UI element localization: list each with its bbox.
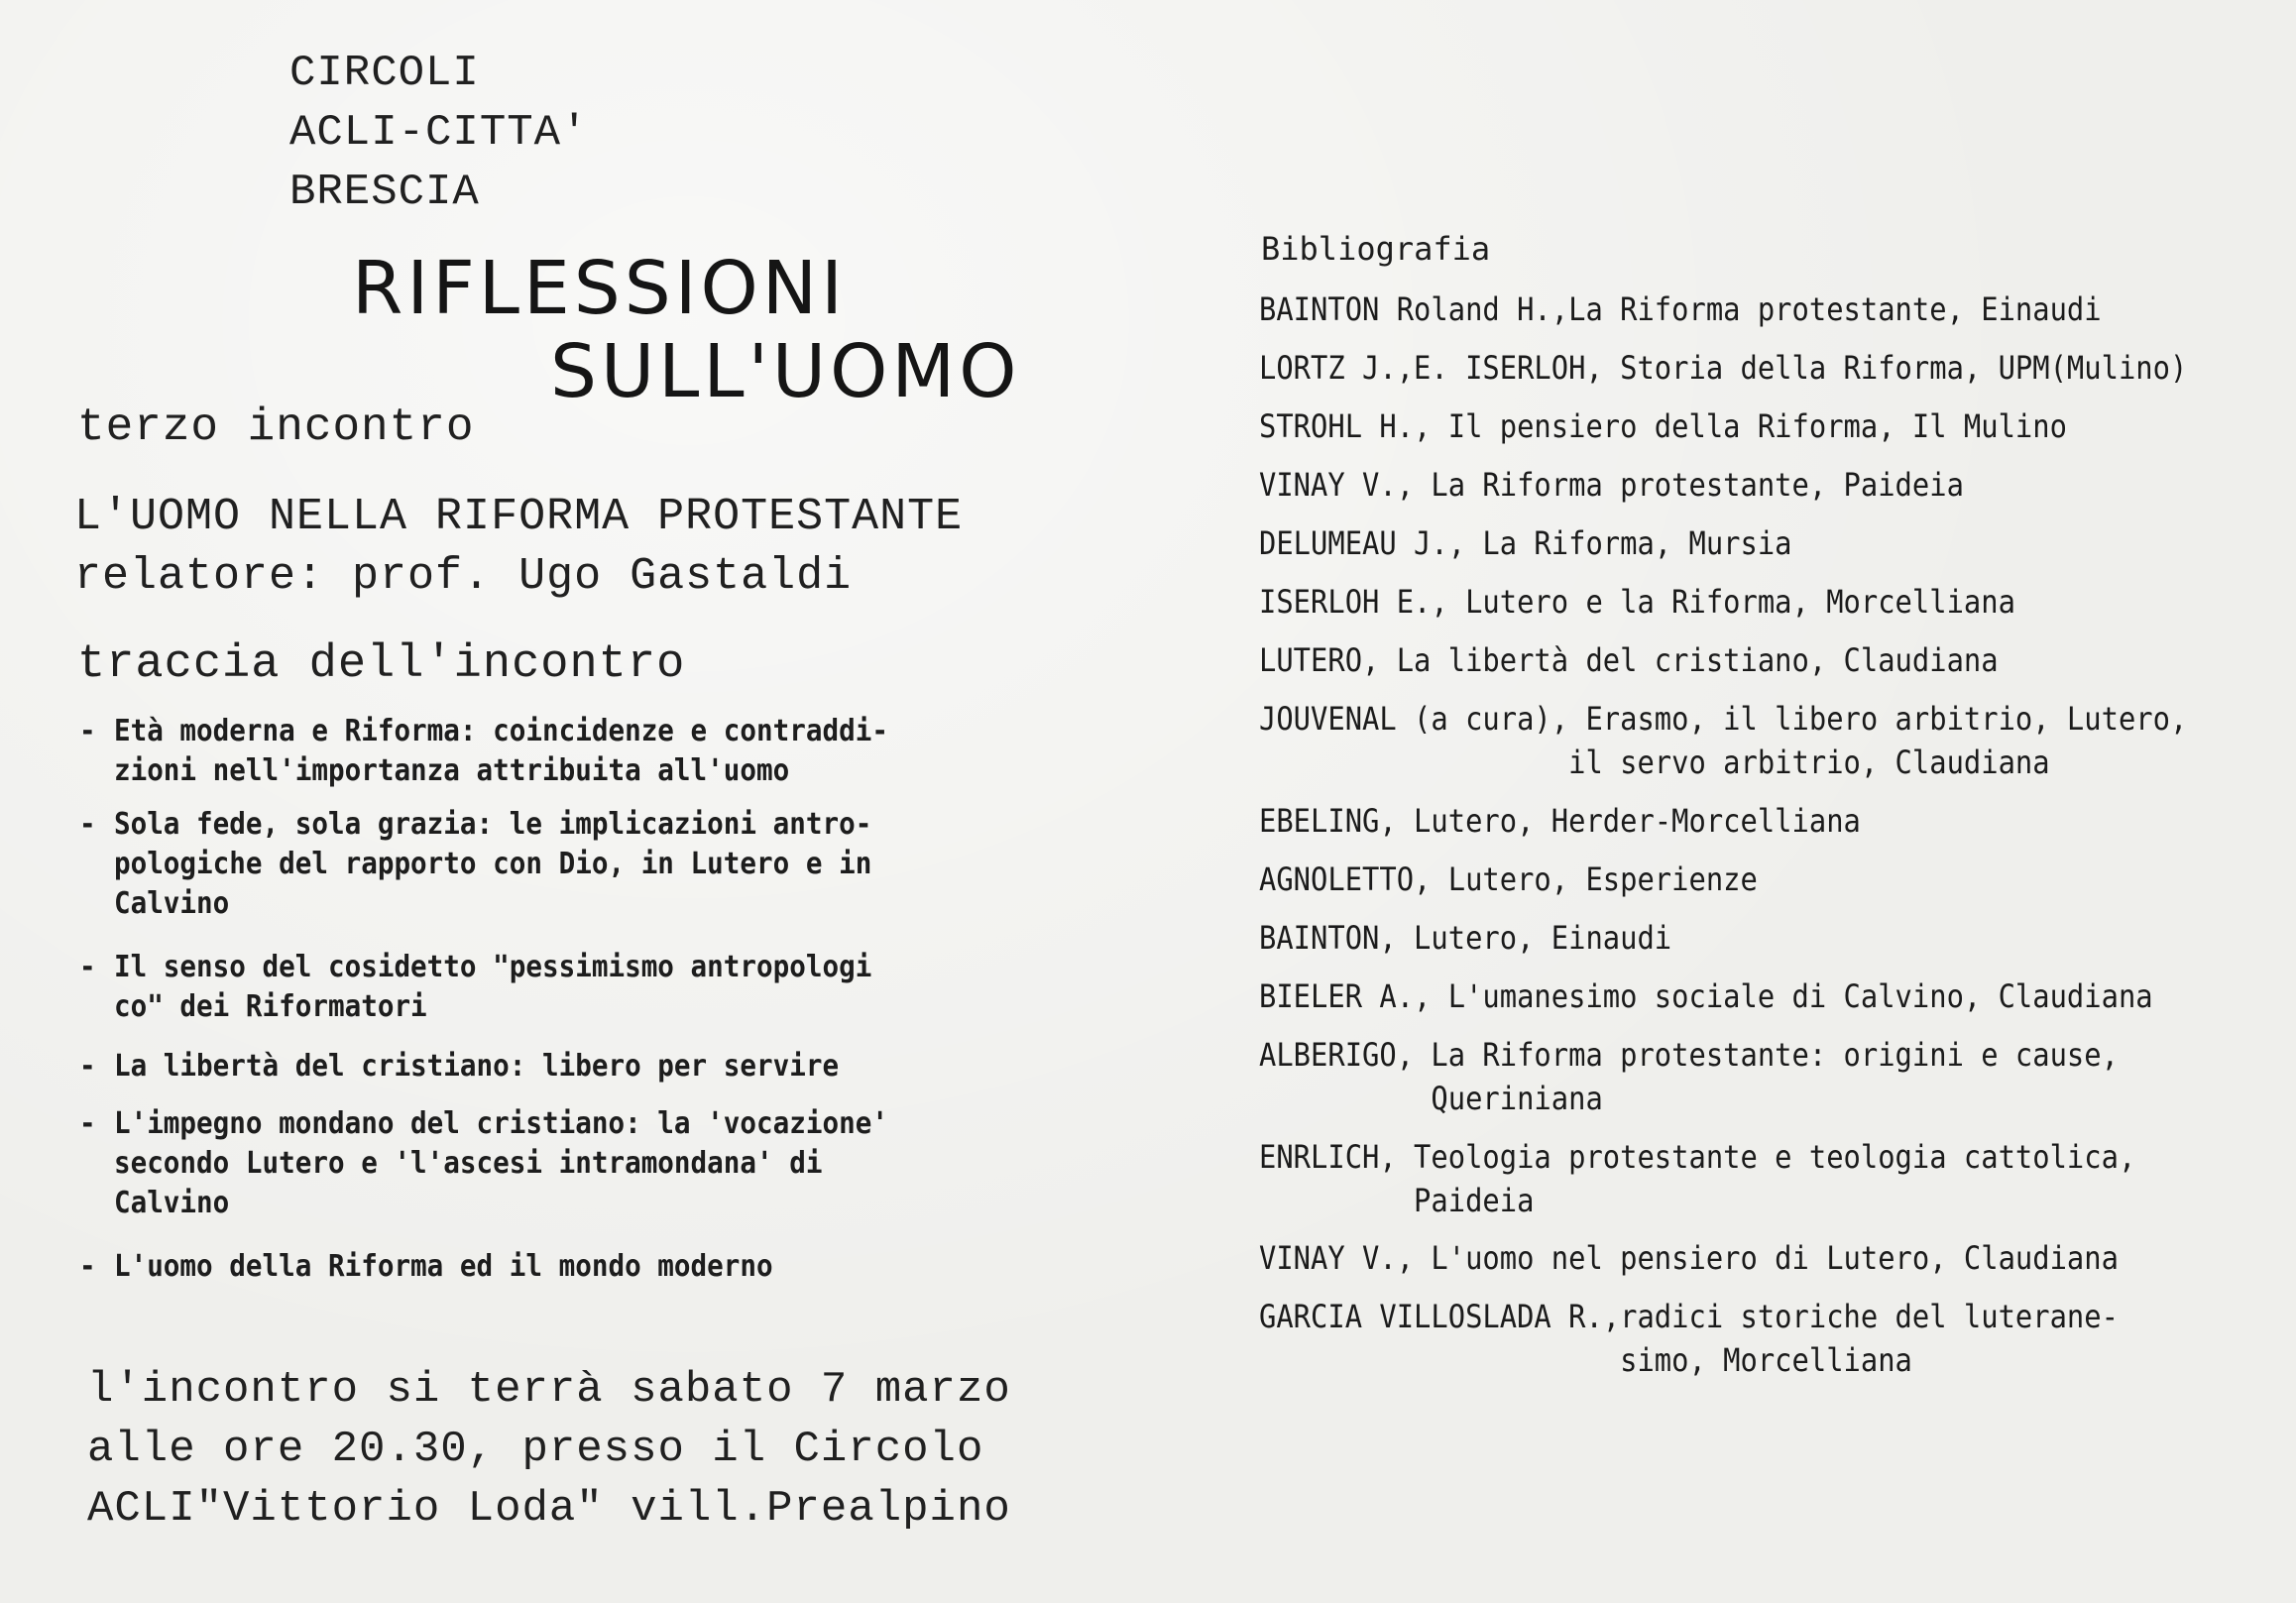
event-details-line-3: ACLI"Vittorio Loda" vill.Prealpino xyxy=(87,1484,1011,1534)
outline-item-text: Sola fede, sola grazia: le implicazioni antro- pologiche del rapporto con Dio, in Lutero e in Calvino xyxy=(113,807,872,921)
bibliography-entry: DELUMEAU J., La Riforma, Mursia xyxy=(1259,524,1792,562)
outline-item-text: Il senso del cosidetto "pessimismo antropologi co" dei Riformatori xyxy=(113,950,872,1024)
bibliography-entry: VINAY V., L'uomo nel pensiero di Lutero, Claudiana xyxy=(1259,1239,2119,1277)
outline-item-text: L'uomo della Riforma ed il mondo moderno xyxy=(113,1249,773,1284)
outline-dash: - xyxy=(79,1106,96,1141)
bibliography-entry: ISERLOH E., Lutero e la Riforma, Morcelliana xyxy=(1259,583,2015,621)
bibliography-entry: AGNOLETTO, Lutero, Esperienze xyxy=(1259,860,1758,898)
outline-item-text: Età moderna e Riforma: coincidenze e contraddi- zioni nell'importanza attribuita all'uomo xyxy=(113,714,888,788)
bibliography-entry: BAINTON Roland H.,La Riforma protestante, Einaudi xyxy=(1259,290,2102,328)
outline-heading: traccia dell'incontro xyxy=(77,638,686,691)
bibliography-entry: BIELER A., L'umanesimo sociale di Calvino, Claudiana xyxy=(1259,977,2153,1015)
outline-dash: - xyxy=(79,807,96,842)
outline-item xyxy=(79,712,1028,791)
outline-dash: - xyxy=(79,950,96,984)
bibliography-entry: ALBERIGO, La Riforma protestante: origini e cause, Queriniana xyxy=(1259,1036,2119,1117)
bibliography-entry: LORTZ J.,E. ISERLOH, Storia della Riforma, UPM(Mulino) xyxy=(1259,349,2188,387)
bibliography-entry: BAINTON, Lutero, Einaudi xyxy=(1259,919,1672,957)
outline-item xyxy=(79,1247,1028,1287)
outline-dash: - xyxy=(79,1049,96,1084)
outline-item xyxy=(79,805,1028,924)
meeting-number: terzo incontro xyxy=(77,401,475,453)
outline-item xyxy=(79,948,1028,1027)
outline-item-text: L'impegno mondano del cristiano: la 'vocazione' secondo Lutero e 'l'ascesi intramondana' di Calvino xyxy=(113,1106,888,1220)
outline-dash: - xyxy=(79,714,96,748)
outline-item-text: La libertà del cristiano: libero per servire xyxy=(113,1049,840,1084)
bibliography-entry: ENRLICH, Teologia protestante e teologia cattolica, Paideia xyxy=(1259,1138,2136,1219)
bibliography-entry: VINAY V., La Riforma protestante, Paideia xyxy=(1259,466,1964,504)
bibliography-entry: STROHL H., Il pensiero della Riforma, Il Mulino xyxy=(1259,407,2067,445)
bibliography-heading: Bibliografia xyxy=(1261,230,1491,268)
org-name-line-3: BRESCIA xyxy=(289,168,480,217)
bibliography-entry: GARCIA VILLOSLADA R.,radici storiche del luterane- simo, Morcelliana xyxy=(1259,1298,2119,1379)
event-details-line-2: alle ore 20.30, presso il Circolo xyxy=(87,1425,984,1474)
meeting-topic: L'UOMO NELLA RIFORMA PROTESTANTE xyxy=(74,492,964,542)
event-details-line-1: l'incontro si terrà sabato 7 marzo xyxy=(87,1365,1011,1415)
series-title-line-1: RIFLESSIONI xyxy=(352,246,847,331)
bibliography-entry: EBELING, Lutero, Herder-Morcelliana xyxy=(1259,802,1861,840)
outline-item xyxy=(79,1104,1028,1223)
bibliography-entry: JOUVENAL (a cura), Erasmo, il libero arbitrio, Lutero, il servo arbitrio, Claudiana xyxy=(1259,700,2188,781)
meeting-speaker: relatore: prof. Ugo Gastaldi xyxy=(74,551,853,602)
bibliography-entry: LUTERO, La libertà del cristiano, Claudiana xyxy=(1259,641,1999,679)
outline-dash: - xyxy=(79,1249,96,1284)
outline-item xyxy=(79,1047,1028,1087)
series-title-line-2: SULL'UOMO xyxy=(550,329,1021,414)
org-name-line-1: CIRCOLI xyxy=(289,49,480,98)
org-name-line-2: ACLI-CITTA' xyxy=(289,108,589,158)
